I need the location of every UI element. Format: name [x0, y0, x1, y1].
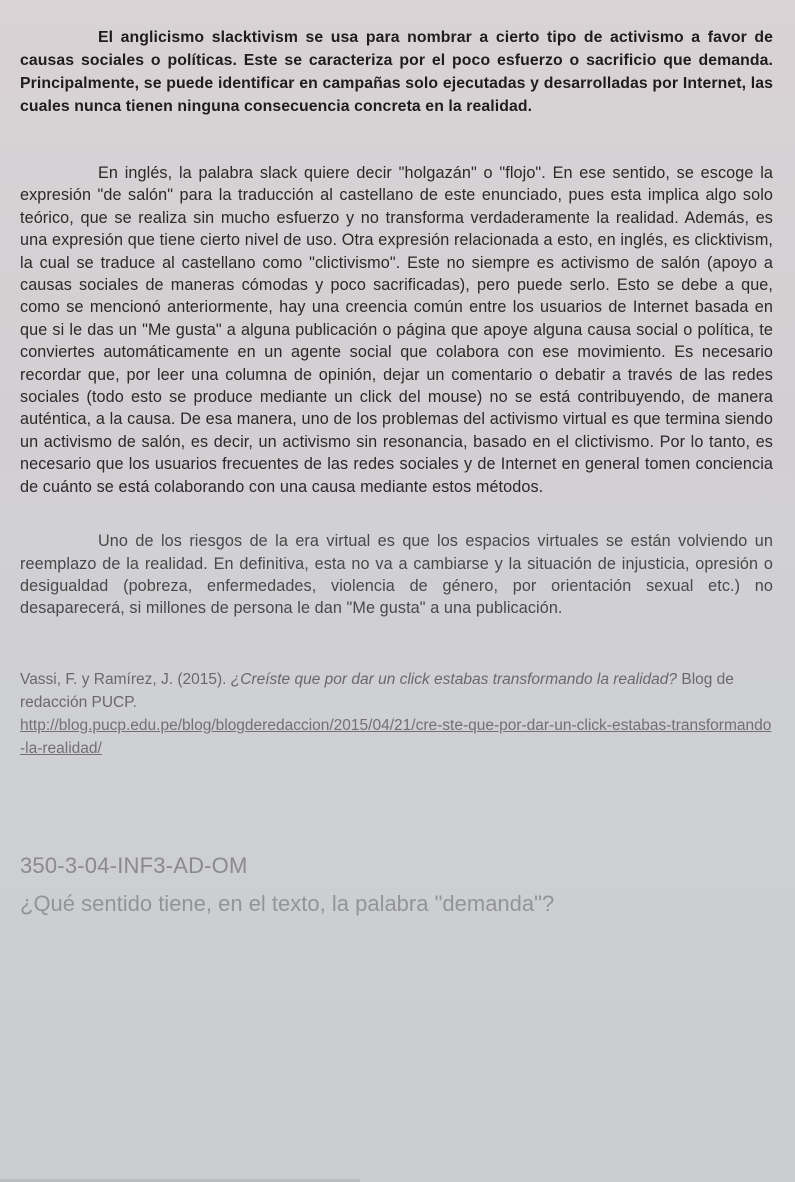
paragraph-1: El anglicismo slacktivism se usa para nombrar a cierto tipo de activismo a favor de causas sociales o políticas. Este se caracteriza por el poco esfuerzo o sacrificio que demanda. Principalmente, se puede identificar en campañas solo ejecutadas y desarrolladas por Internet, las cuales nunca tienen ninguna consecuencia concreta en la realidad.	[20, 29, 773, 115]
paragraph-3: Uno de los riesgos de la era virtual es que los espacios virtuales se están volviendo un reemplazo de la realidad. En definitiva, esta no va a cambiarse y la situación de injusticia, opresión o desigualdad (pobreza, enfermedades, violencia de género, por orientación sexual etc.) no desaparecerá, si millones de persona le dan "Me gusta" a una publicación.	[20, 532, 773, 618]
paragraph-2: En inglés, la palabra slack quiere decir "holgazán" o "flojo". En ese sentido, se escoge la expresión "de salón" para la traducción al castellano de este enunciado, pues esta implica algo solo teórico, que se realiza sin mucho esfuerzo y no transforma verdaderamente la realidad. Además, es una expresión que tiene cierto nivel de uso. Otra expresión relacionada a esto, en inglés, es clicktivism, la cual se traduce al castellano como "clictivismo". Este no siempre es activismo de salón (apoyo a causas sociales de maneras cómodas y poco sacrificadas), pero puede serlo. Esto se debe a que, como se mencionó anteriormente, hay una creencia común entre los usuarios de Internet basada en que si le das un "Me gusta" a alguna publicación o página que apoye alguna causa social o política, te conviertes automáticamente en un agente social que colabora con ese movimiento. Es necesario recordar que, por leer una columna de opinión, dejar un comentario o debatir a través de las redes sociales (todo esto se produce mediante un click del mouse) no se está contribuyendo, de manera auténtica, a la causa. De esa manera, uno de los problemas del activismo virtual es que termina siendo un activismo de salón, es decir, un activismo sin resonancia, basado en el clictivismo. Por lo tanto, es necesario que los usuarios frecuentes de las redes sociales y de Internet en general tomen conciencia de cuánto se está colaborando con una causa mediante estos métodos.	[20, 164, 773, 496]
question-text: ¿Qué sentido tiene, en el texto, la palabra "demanda"?	[20, 890, 555, 916]
citation-title: ¿Creíste que por dar un click estabas transformando la realidad?	[230, 670, 678, 688]
question-code: 350-3-04-INF3-AD-OM	[20, 852, 248, 878]
citation	[20, 668, 773, 760]
citation-url-link[interactable]: http://blog.pucp.edu.pe/blog/blogderedaccion/2015/04/21/cre-ste-que-por-dar-un-click-estabas-transformando-la-realidad/	[20, 716, 772, 757]
citation-source: Blog de redacción PUCP.	[20, 670, 734, 711]
citation-authors: Vassi, F. y Ramírez, J. (2015).	[20, 670, 231, 688]
